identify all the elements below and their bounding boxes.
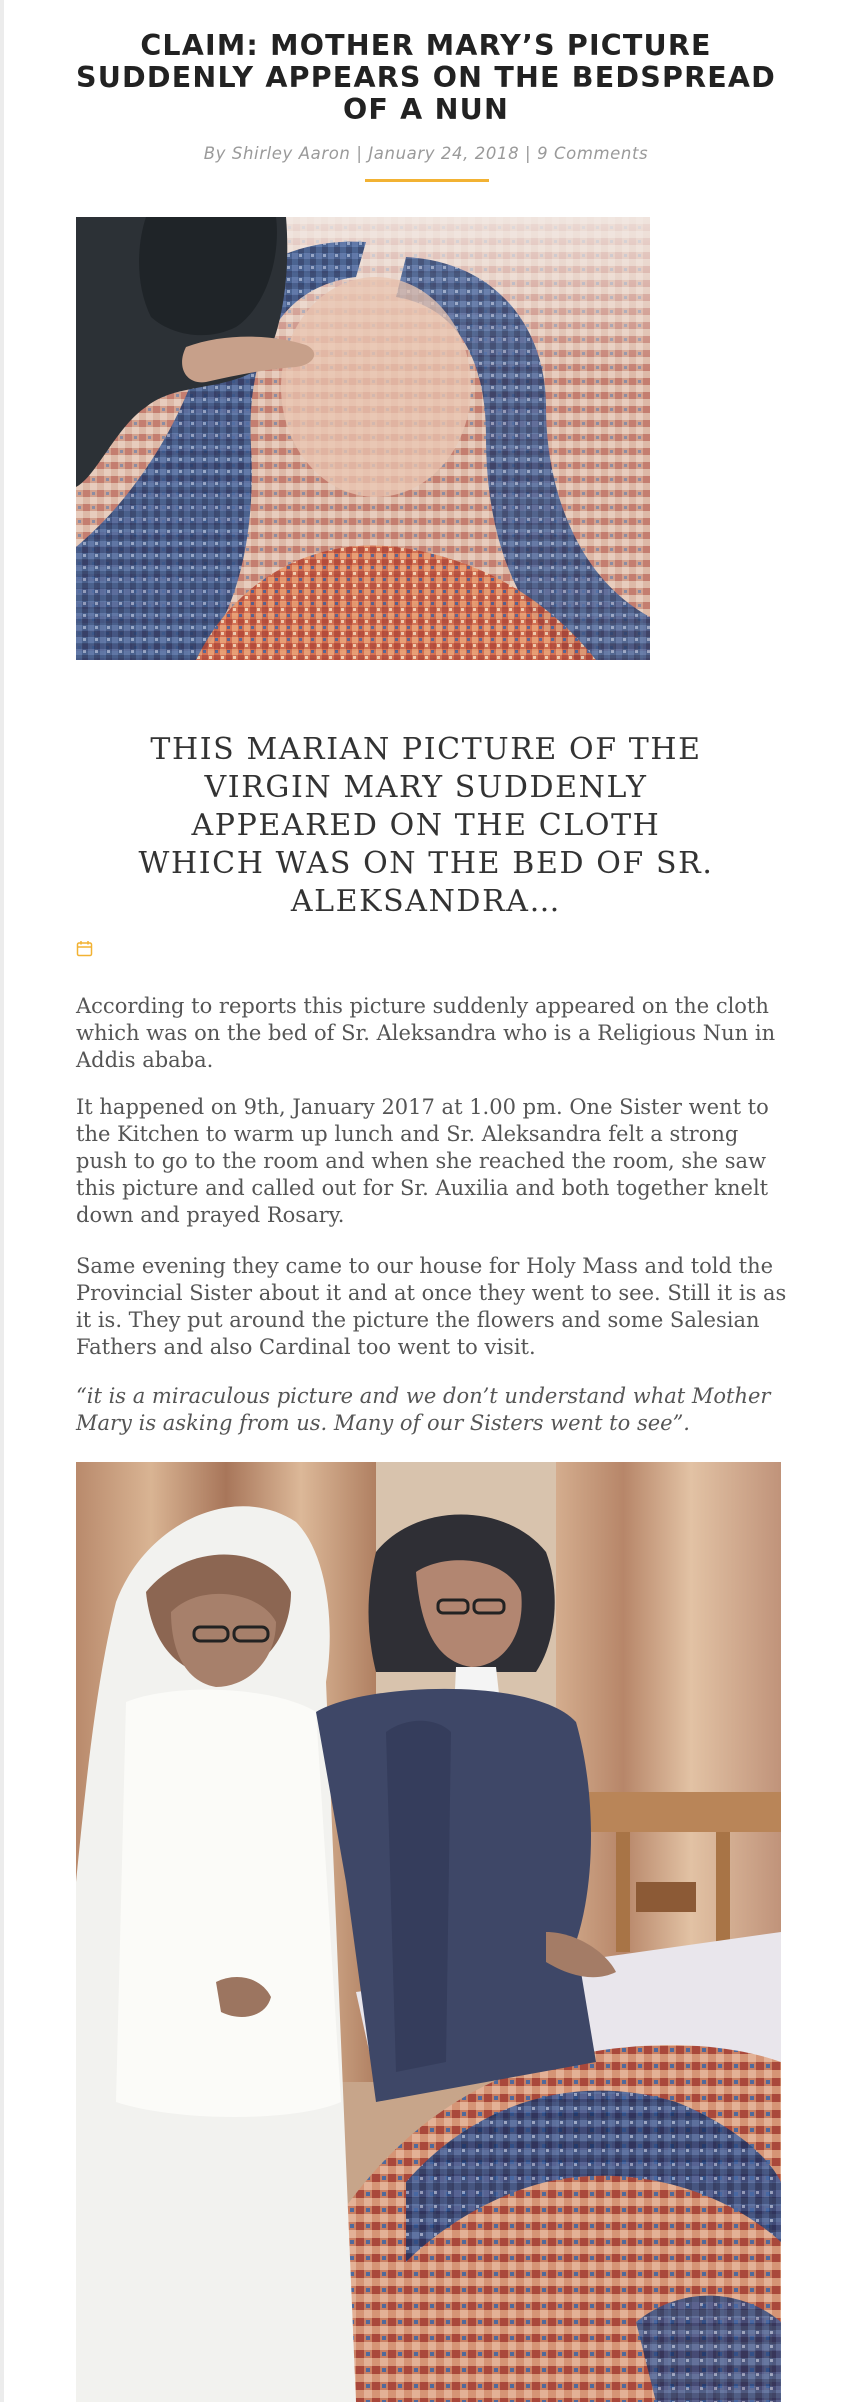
meta-separator: | <box>519 144 538 163</box>
author-link[interactable]: Shirley Aaron <box>231 144 351 163</box>
title-underline <box>365 179 489 182</box>
article-subheading: THIS MARIAN PICTURE OF THE VIRGIN MARY SUDDENLY APPEARED ON THE CLOTH WHICH WAS ON THE BED OF SR. ALEKSANDRA… <box>138 732 714 919</box>
paragraph: Same evening they came to our house for Holy Mass and told the Provincial Sister about it and at once they went to see. Still it is as it is. They put around the picture the flowers and some Salesian Fathers and also Cardinal too went to visit. <box>76 1254 787 1359</box>
bedspread-image <box>76 217 650 660</box>
author-prefix: By <box>203 144 232 163</box>
calendar-icon <box>76 940 93 957</box>
comments-link[interactable]: 9 Comments <box>537 144 649 163</box>
nuns-at-bed-image <box>76 1462 781 2402</box>
quote: “it is a miraculous picture and we don’t understand what Mother Mary is asking from us. Many of our Sisters went to see”. <box>76 1384 771 1435</box>
paragraph: It happened on 9th, January 2017 at 1.00 pm. One Sister went to the Kitchen to warm up lunch and Sr. Aleksandra felt a strong push to go to the room and when she reached the room, she saw this picture and called out for Sr. Auxilia and both together knelt down and prayed Rosary. <box>76 1095 769 1227</box>
meta-separator: | <box>350 144 369 163</box>
post-date: January 24, 2018 <box>368 144 520 163</box>
article-title: CLAIM: MOTHER MARY’S PICTURE SUDDENLY APPEARS ON THE BEDSPREAD OF A NUN <box>75 29 776 126</box>
left-border <box>0 0 4 2402</box>
post-meta <box>60 143 792 165</box>
paragraph: According to reports this picture suddenly appeared on the cloth which was on the bed of Sr. Aleksandra who is a Religious Nun in Addis ababa. <box>76 994 776 1072</box>
